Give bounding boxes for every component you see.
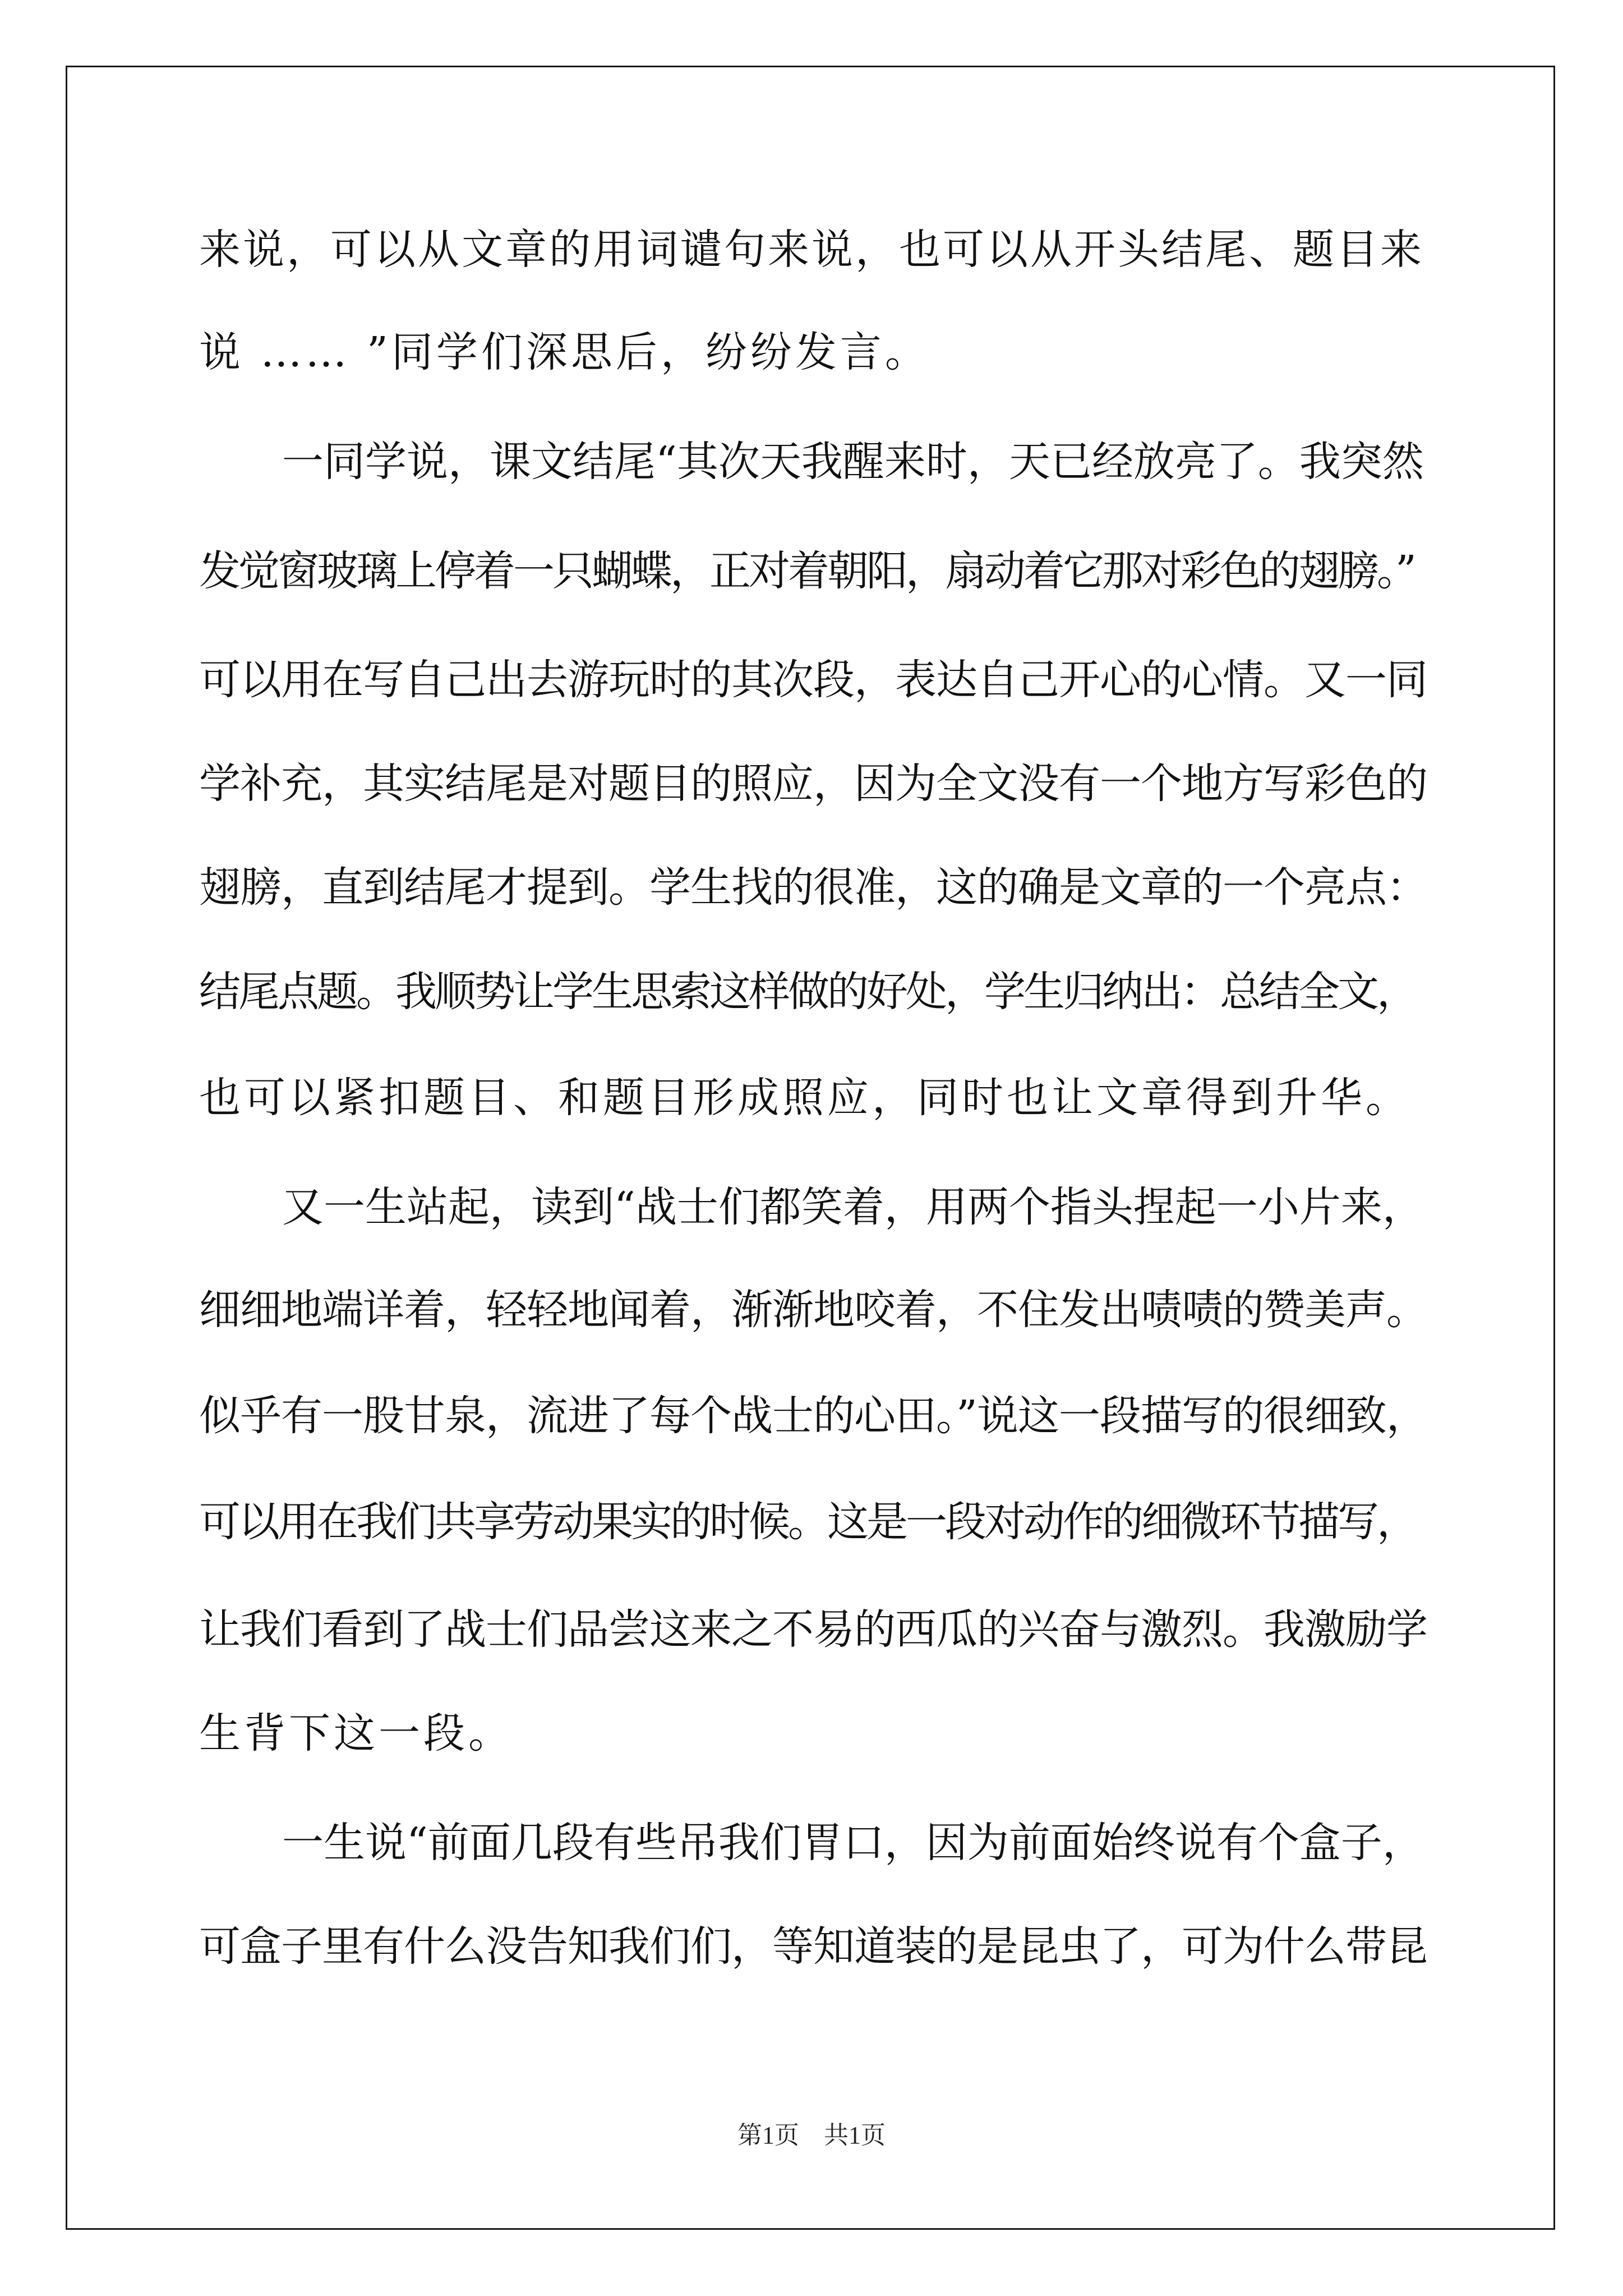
text-line: 似乎有一股甘泉，流进了每个战士的心田。”说这一段描写的很细致， <box>199 1392 1427 1440</box>
page-footer: 第1页 共1页 <box>737 2122 886 2149</box>
text-line: 发觉窗玻璃上停着一只蝴蝶，正对着朝阳，扇动着它那对彩色的翅膀。” <box>199 547 1414 595</box>
text-line: 可盒子里有什么没告知我们们，等知道装的是昆虫了，可为什么带昆 <box>199 1922 1427 1971</box>
text-line: 来说，可以从文章的用词谴句来说，也可以从开头结尾、题目来 <box>199 226 1424 274</box>
text-line: 翅膀，直到结尾才提到。学生找的很准，这的确是文章的一个亮点： <box>199 863 1427 912</box>
text-line: 又一生站起，读到“战士们都笑着，用两个指头捏起一小片来， <box>199 1183 1424 1231</box>
text-line: 可以用在写自己出去游玩时的其次段，表达自己开心的心情。又一同 <box>199 656 1427 704</box>
text-line: 说 …… ”同学们深思后，纷纷发言。 <box>199 328 930 376</box>
text-line: 细细地端详着，轻轻地闻着，渐渐地咬着，不住发出啧啧的赞美声。 <box>199 1286 1427 1334</box>
text-line: 让我们看到了战士们品尝这来之不易的西瓜的兴奋与激烈。我激励学 <box>199 1605 1427 1654</box>
text-line: 一同学说，课文结尾“其次天我醒来时，天已经放亮了。我突然 <box>199 438 1424 486</box>
page-border <box>66 66 1555 2230</box>
text-line: 学补充，其实结尾是对题目的照应，因为全文没有一个地方写彩色的 <box>199 760 1427 808</box>
text-line: 结尾点题。我顺势让学生思索这样做的好处，学生归纳出：总结全文， <box>199 968 1416 1016</box>
text-line: 也可以紧扣题目、和题目形成照应，同时也让文章得到升华。 <box>199 1074 1410 1122</box>
text-line: 一生说“前面几段有些吊我们胃口，因为前面始终说有个盒子， <box>199 1819 1424 1867</box>
text-line: 可以用在我们共享劳动果实的时候。这是一段对动作的细微环节描写， <box>199 1498 1416 1546</box>
text-line: 生背下这一段。 <box>199 1709 513 1757</box>
